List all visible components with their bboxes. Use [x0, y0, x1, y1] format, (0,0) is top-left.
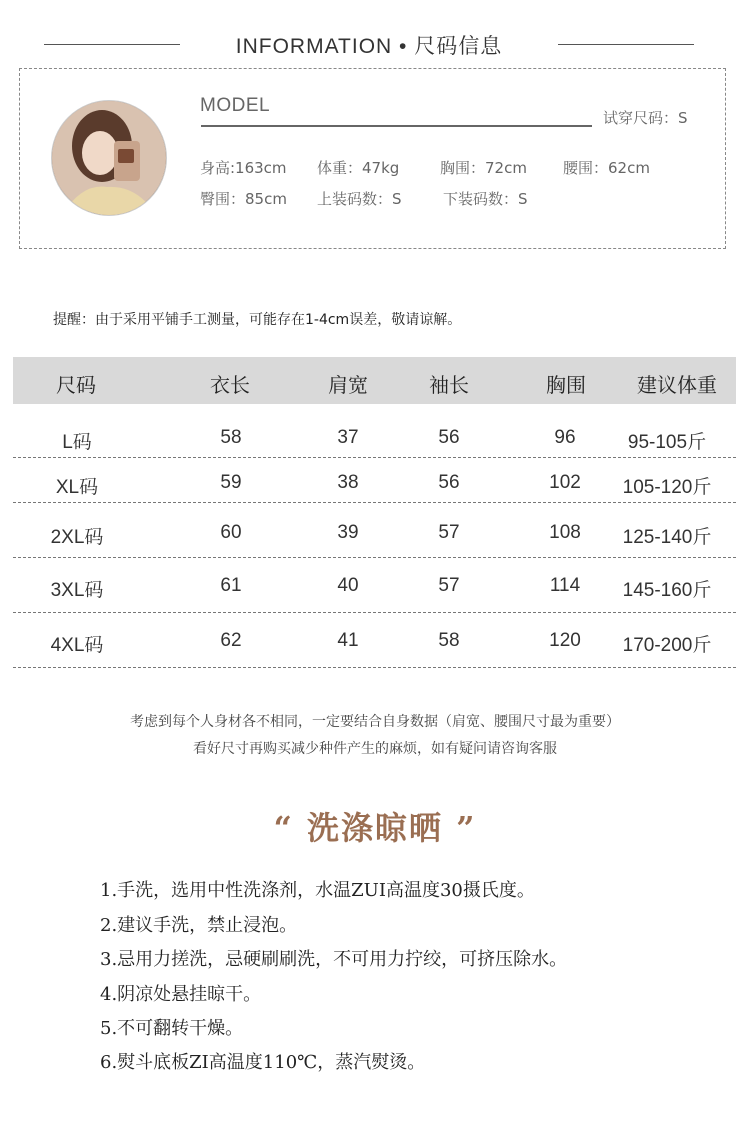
header-chest: 胸围	[546, 373, 586, 397]
table-cell-shoulder: 38	[337, 472, 359, 493]
model-hip: 臀围：85cm	[200, 190, 287, 208]
model-top-size: 上装码数：S	[317, 190, 402, 208]
table-cell-sleeve: 56	[438, 472, 460, 493]
table-cell-chest: 102	[549, 472, 581, 493]
page-title: INFORMATION • 尺码信息	[235, 35, 503, 58]
care-item-2: 2.建议手洗，禁止浸泡。	[100, 915, 298, 936]
model-height: 身高:163cm	[200, 159, 287, 177]
table-cell-size: 4XL码	[50, 635, 104, 656]
table-cell-chest: 120	[549, 630, 581, 651]
header-size: 尺码	[56, 373, 96, 397]
table-cell-sleeve: 57	[438, 575, 460, 596]
header-right-line	[558, 44, 694, 45]
row-divider	[13, 667, 736, 668]
advice-line-2: 看好尺寸再购买减少种件产生的麻烦，如有疑问请咨询客服	[193, 741, 557, 757]
care-item-1: 1.手洗，选用中性洗涤剂，水温ZUI高温度30摄氏度。	[100, 880, 535, 901]
table-cell-shoulder: 37	[337, 427, 359, 448]
model-avatar	[51, 100, 167, 216]
model-photo-icon	[52, 101, 166, 215]
row-divider	[13, 557, 736, 558]
trial-size: 试穿尺码：S	[603, 109, 688, 127]
model-bottom-size: 下装码数：S	[443, 190, 528, 208]
table-cell-sleeve: 56	[438, 427, 460, 448]
table-cell-weight: 105-120斤	[622, 477, 712, 498]
table-cell-sleeve: 58	[438, 630, 460, 651]
table-cell-weight: 145-160斤	[622, 580, 712, 601]
table-cell-size: 3XL码	[50, 580, 104, 601]
row-divider	[13, 457, 736, 458]
table-cell-length: 59	[220, 472, 242, 493]
table-cell-length: 61	[220, 575, 242, 596]
table-cell-weight: 125-140斤	[622, 527, 712, 548]
table-cell-size: L码	[62, 432, 92, 453]
table-cell-chest: 108	[549, 522, 581, 543]
care-item-3: 3.忌用力搓洗，忌硬刷刷洗，不可用力拧绞，可挤压除水。	[100, 949, 568, 970]
measurement-notice: 提醒：由于采用平铺手工测量，可能存在1-4cm误差，敬请谅解。	[53, 312, 462, 328]
model-chest: 胸围：72cm	[440, 159, 527, 177]
table-cell-size: XL码	[55, 477, 99, 498]
model-label: MODEL	[200, 95, 271, 116]
table-cell-chest: 114	[549, 575, 581, 596]
size-table-header	[13, 357, 736, 404]
header-shoulder: 肩宽	[328, 373, 368, 397]
table-cell-shoulder: 41	[337, 630, 359, 651]
model-waist: 腰围：62cm	[563, 159, 650, 177]
row-divider	[13, 612, 736, 613]
table-cell-size: 2XL码	[50, 527, 104, 548]
care-item-4: 4.阴凉处悬挂晾干。	[100, 984, 262, 1005]
care-item-5: 5.不可翻转干燥。	[100, 1018, 244, 1039]
table-cell-shoulder: 39	[337, 522, 359, 543]
table-cell-length: 58	[220, 427, 242, 448]
header-left-line	[44, 44, 180, 45]
model-weight: 体重：47kg	[317, 159, 400, 177]
table-cell-length: 60	[220, 522, 242, 543]
wash-section-title: “ 洗涤晾晒 ”	[273, 809, 477, 847]
table-cell-shoulder: 40	[337, 575, 359, 596]
advice-line-1: 考虑到每个人身材各不相同，一定要结合自身数据（肩宽、腰围尺寸最为重要）	[130, 714, 620, 730]
table-cell-weight: 170-200斤	[622, 635, 712, 656]
header-length: 衣长	[210, 373, 250, 397]
header-weight: 建议体重	[637, 373, 717, 397]
header-sleeve: 袖长	[429, 373, 469, 397]
row-divider	[13, 502, 736, 503]
table-cell-chest: 96	[554, 427, 576, 448]
model-card	[19, 68, 726, 249]
model-underline	[201, 125, 592, 127]
table-cell-weight: 95-105斤	[627, 432, 707, 453]
table-cell-length: 62	[220, 630, 242, 651]
table-cell-sleeve: 57	[438, 522, 460, 543]
care-item-6: 6.熨斗底板ZI高温度110℃，蒸汽熨烫。	[100, 1052, 426, 1073]
